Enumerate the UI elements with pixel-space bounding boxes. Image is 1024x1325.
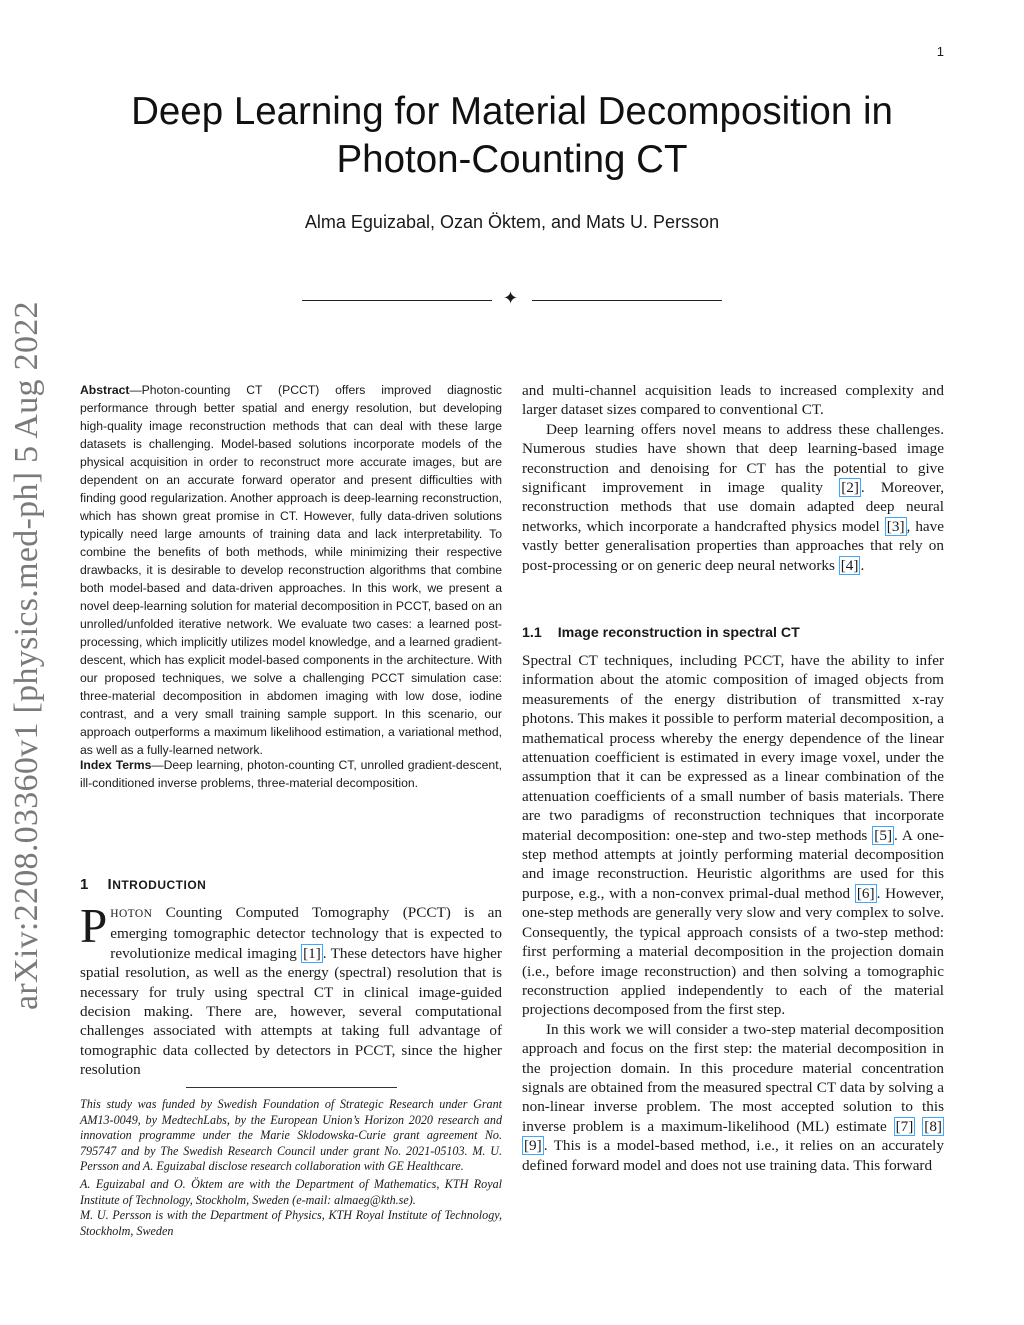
subsection-number: 1.1 [522, 625, 542, 641]
index-terms-label: Index Terms [80, 758, 152, 772]
authors: Alma Eguizabal, Ozan Öktem, and Mats U. Persson [304, 212, 720, 232]
footnote-rule [186, 1087, 397, 1088]
paper-title [80, 88, 944, 184]
citation-link[interactable]: [8] [924, 1117, 942, 1135]
citation-link[interactable]: [7] [895, 1117, 914, 1135]
section-heading-introduction [80, 876, 206, 893]
footnote-affiliation-physics: M. U. Persson is with the Department of Physics, KTH Royal Institute of Technology, Stockholm, Sweden [80, 1208, 502, 1238]
citation-link[interactable]: [6] [856, 884, 875, 902]
page-number: 1 [936, 44, 944, 59]
paragraph-spectral-ct: Spectral CT techniques, including PCCT, have the ability to infer information about the atomic composition of imaged objects from measurements of the energy distribution of transmitted x-ray photons. This makes it possible to perform material decomposition, a mathematical process whereby the energy dependence of the linear attenuation coefficient is estimated in every image voxel, under the assumption that it can be expressed as a linear combination of the attenuation coefficients of a small number of basis materials. There are two paradigms of reconstruction techniques that incorporate material decomposition: one-step and two-step methods [5] . A one-step method attempts at jointly performing material decomposition and image reconstruction. Heuristic algorithms are used for this purpose, e.g., with a non-convex primal-dual method [6] . However, one-step methods are generally very slow and very complex to solve. Consequently, the typical approach consists of a two-step method: first performing a material decomposition in the projection domain (i.e., before image reconstruction) and then solving a tomographic reconstruction applied independently to each of the material projections decomposed from the first step. [522, 652, 945, 1019]
abstract-label: Abstract [80, 383, 130, 397]
citation-link[interactable]: [4] [840, 556, 859, 574]
right-column-top [522, 381, 944, 575]
section-title-rest: NTRODUCTION [112, 878, 207, 892]
index-terms-text: —Deep learning, photon-counting CT, unrolled gradient-descent, ill-conditioned inverse problems, three-material decomposition. [80, 758, 502, 790]
footnotes [80, 1097, 502, 1241]
arxiv-stamp[interactable]: arXiv:2208.03360v1 [physics.med-ph] 5 Aug 2022 [8, 301, 45, 1010]
section-number: 1 [80, 876, 89, 893]
title-line-2: Photon-Counting CT [336, 138, 688, 181]
subsection-title: Image reconstruction in spectral CT [557, 625, 800, 641]
intro-text-a: Counting Computed Tomography (PCCT) is an emerging tomographic detector technology that is expected to revolutionize medical imaging [110, 904, 502, 962]
citation-link[interactable]: [5] [874, 826, 893, 844]
index-terms [80, 756, 502, 792]
footnote-affiliation-math: A. Eguizabal and O. Öktem are with the Department of Mathematics, KTH Royal Institute of Technology, Stockholm, Sweden (e-mail: almaeg@kth.se). [80, 1176, 502, 1207]
title-line-1: Deep Learning for Material Decomposition in [131, 90, 893, 133]
paragraph-deep-learning: Deep learning offers novel means to address these challenges. Numerous studies have shown that deep learning-based image reconstruction and denoising for CT has the potential to give significant improvement in image quality [2] . Moreover, reconstruction methods that use domain adapted deep neural networks, which incorporate a handcrafted physics model [3] , have vastly better generalisation properties than approaches that rely on post-processing or on generic deep neural networks [4] . [522, 420, 944, 574]
footnote-funding: This study was funded by Swedish Foundation of Strategic Research under Grant AM13-0049, by MedtechLabs, by the European Union’s Horizon 2020 research and innovation programme under the Marie Sklodowska-Curie grant agreement No. 795747 and by The Swedish Research Council under grant No. 2021-05103. M. U. Persson and A. Eguizabal disclose research collaboration with GE Healthcare. [80, 1097, 502, 1174]
right-column-bottom [522, 651, 944, 1175]
subsection-heading [522, 625, 800, 641]
citation-link[interactable]: [9] [524, 1137, 542, 1155]
abstract-text: —Photon-counting CT (PCCT) offers improved diagnostic performance through better spatial and energy resolution, but developing high-quality image reconstruction methods that can deal with these large datasets is challenging. Model-based solutions incorporate models of the physical acquisition in order to reconstruct more accurate images, but are dependent on an accurate forward operator and present difficulties with finding good regularization. Another approach is deep-learning reconstruction, which has shown great promise in CT. However, fully data-driven solutions typically need large amounts of training data and lack interpretability. To combine the benefits of both methods, while minimizing their respective drawbacks, it is desirable to develop reconstruction algorithms that combine both model-based and data-driven approaches. In this work, we present a novel deep-learning solution for material decomposition in PCCT, based on an unrolled/unfolded iterative network. We evaluate two cases: a learned post-processing, which implicitly utilizes model knowledge, and a learned gradient-descent, which has explicit model-based components in the architecture. With our proposed techniques, we solve a challenging PCCT simulation case: three-material decomposition in abdomen imaging with low dose, iodine contrast, and a very small training sample support. In this scenario, our approach outperforms a maximum likelihood estimation, a variational method, as well as a fully-learned network. [80, 383, 502, 757]
first-word-smallcaps: HOTON [110, 908, 153, 920]
drop-cap: P [80, 898, 108, 953]
paragraph-continued: and multi-channel acquisition leads to increased complexity and larger dataset sizes compared to conventional CT. [522, 382, 944, 419]
separator-rule-right [532, 300, 722, 301]
citation-link[interactable]: [2] [841, 479, 859, 497]
abstract [80, 381, 502, 759]
separator-diamond-icon: ✦ [503, 288, 519, 309]
intro-text-b: . These detectors have higher spatial resolution, as well as the energy (spectral) resolution that is necessary for truly using spectral CT in clinical image-guided decision making. There are, however, several computational challenges associated with attempts at taking full advantage of tomographic data collected by detectors in PCCT, since the higher resolution [80, 944, 502, 1079]
section-title-initial: I [107, 876, 113, 893]
citation-link[interactable]: [3] [886, 517, 905, 535]
separator-rule-left [302, 300, 492, 301]
intro-paragraph [80, 898, 502, 1080]
paragraph-this-work: In this work we will consider a two-step material decomposition approach and focus on the first step: the material decomposition in the projection domain. In this procedure material concentration signals are obtained from the measured spectral CT data by solving a non-linear inverse problem. The most accepted solution to this inverse problem is a maximum-likelihood (ML) estimate [7] [8] [9] . This is a model-based method, i.e., it relies on an accurately defined forward model and does not use training data. This forward [522, 1020, 944, 1174]
citation-link[interactable]: [1] [303, 944, 321, 962]
